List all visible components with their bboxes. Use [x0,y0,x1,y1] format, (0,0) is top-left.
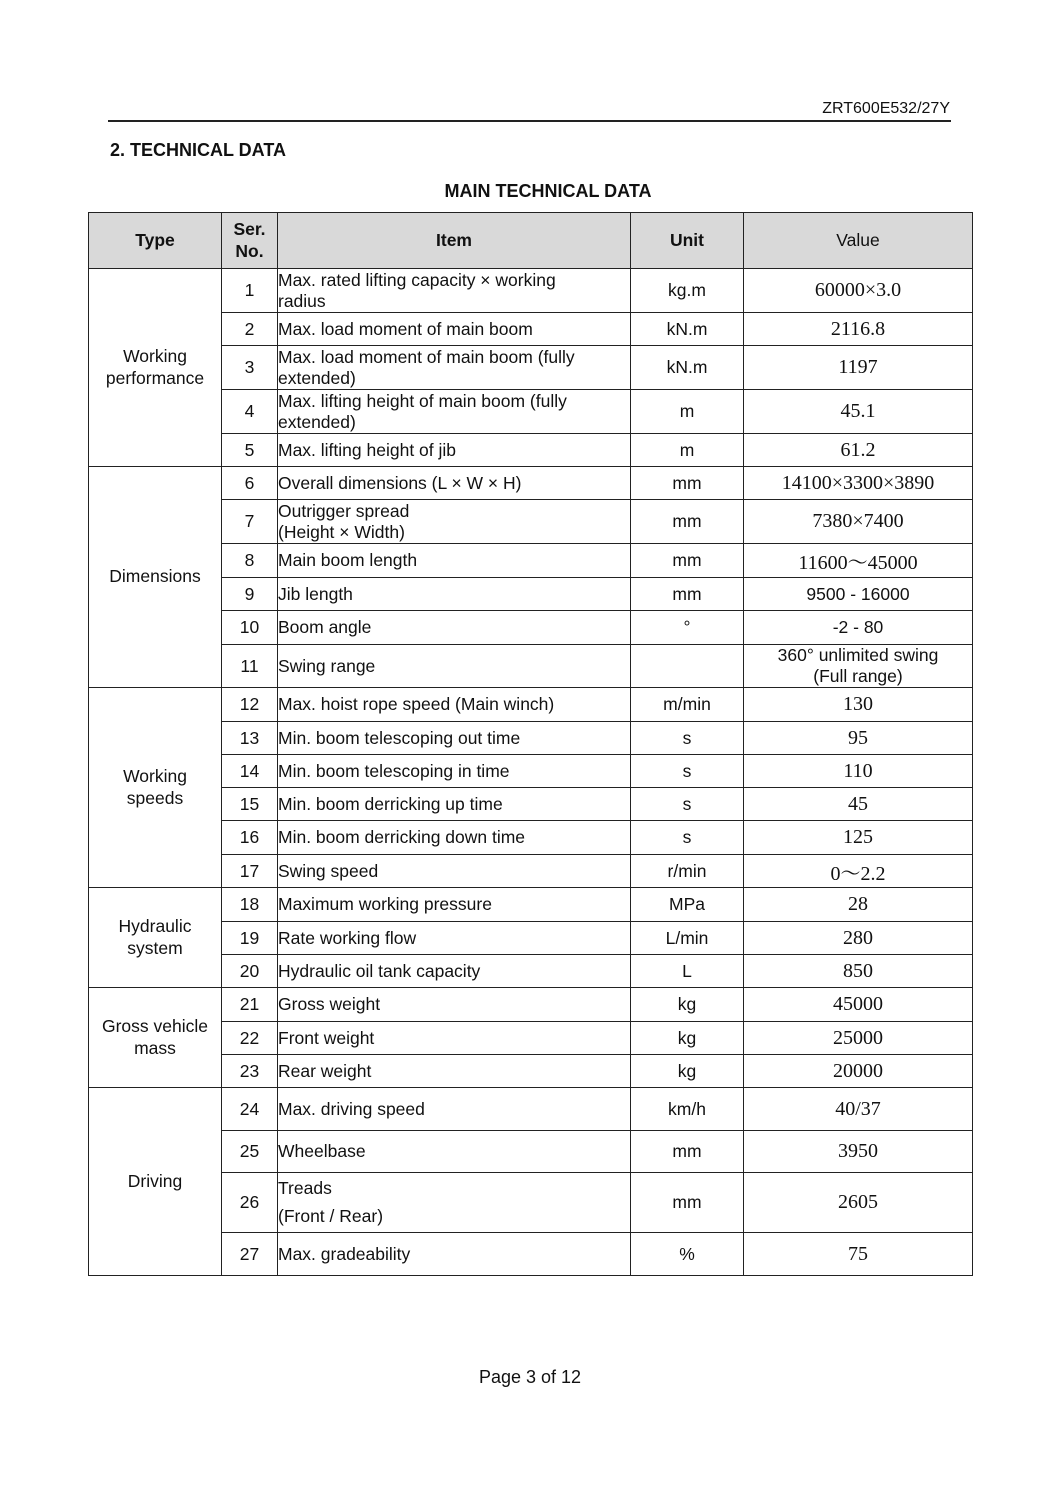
ser-no-cell: 10 [222,611,278,645]
ser-no-cell: 20 [222,955,278,988]
unit-cell: mm [631,1131,744,1173]
unit-cell: L [631,955,744,988]
item-cell [278,544,631,578]
unit-cell: r/min [631,855,744,888]
ser-no-cell: 12 [222,688,278,722]
item-cell [278,821,631,855]
header-type: Type [89,213,222,269]
item-line: Outrigger spread [278,500,410,521]
item-cell [278,467,631,500]
item-cell [278,1233,631,1276]
unit-cell: s [631,821,744,855]
type-line: performance [105,367,205,388]
unit-cell: ° [631,611,744,645]
value-cell: 14100×3300×3890 [744,467,973,500]
ser-no-cell: 4 [222,390,278,434]
table-row [89,645,973,688]
item-line: Max. load moment of main boom (fully [278,346,575,367]
table-row [89,313,973,346]
unit-cell: s [631,722,744,755]
item-line: Max. gradeability [278,1243,411,1264]
ser-no-cell: 24 [222,1088,278,1131]
unit-cell: kN.m [631,313,744,346]
table-row [89,888,973,922]
ser-no-cell: 14 [222,755,278,788]
ser-no-cell: 13 [222,722,278,755]
item-cell [278,269,631,313]
header-value: Value [744,213,973,269]
item-cell [278,1022,631,1055]
item-line: Gross weight [278,994,381,1014]
item-cell [278,434,631,467]
item-cell [278,755,631,788]
item-cell [278,500,631,544]
item-cell [278,645,631,688]
unit-cell: kg [631,1022,744,1055]
value-cell: 61.2 [744,434,973,467]
table-row [89,390,973,434]
header-item: Item [278,213,631,269]
type-line: Working [123,345,187,366]
item-cell [278,1173,631,1233]
item-line: Max. driving speed [278,1098,425,1119]
ser-no-cell: 9 [222,578,278,611]
header-ser-line-1: Ser. [233,218,266,239]
unit-cell: L/min [631,922,744,955]
item-line: Min. boom derricking up time [278,793,503,814]
type-line: system [127,937,183,958]
unit-cell: m [631,434,744,467]
table-row [89,855,973,888]
header-rule [108,120,951,122]
type-line: Working [123,765,187,786]
value-cell: 110 [744,755,973,788]
table-row [89,1022,973,1055]
table-row [89,544,973,578]
value-cell: 40/37 [744,1088,973,1131]
unit-cell: km/h [631,1088,744,1131]
type-line: Driving [127,1170,183,1191]
item-cell [278,988,631,1022]
value-cell [744,645,973,688]
type-cell [89,688,222,888]
table-row [89,1173,973,1233]
table-row [89,988,973,1022]
unit-cell: mm [631,578,744,611]
unit-cell: kg [631,988,744,1022]
table-row [89,821,973,855]
item-line: Main boom length [278,550,418,570]
type-cell [89,269,222,467]
unit-cell: mm [631,467,744,500]
value-cell: 20000 [744,1055,973,1088]
table-row [89,955,973,988]
unit-cell: s [631,755,744,788]
item-line: Boom angle [278,617,372,637]
type-cell [89,988,222,1088]
item-line: Max. lifting height of main boom (fully [278,390,567,411]
item-line: extended) [278,411,356,432]
ser-no-cell: 26 [222,1173,278,1233]
value-cell: 130 [744,688,973,722]
unit-cell: m [631,390,744,434]
unit-cell: kg [631,1055,744,1088]
table-row [89,688,973,722]
ser-no-cell: 11 [222,645,278,688]
type-line: Gross vehicle [101,1015,208,1036]
item-line: Max. lifting height of jib [278,439,457,460]
type-cell [89,888,222,988]
item-cell [278,313,631,346]
value-cell: 11600～45000 [744,544,973,578]
item-line: Min. boom telescoping out time [278,727,521,748]
item-line: Treads [278,1178,332,1199]
item-cell [278,1131,631,1173]
value-line: (Full range) [813,666,903,686]
ser-no-cell: 6 [222,467,278,500]
unit-cell: mm [631,1173,744,1233]
item-line: (Height × Width) [278,521,405,542]
value-line: 360° unlimited swing [777,645,939,665]
value-cell: -2 - 80 [744,611,973,645]
ser-no-cell: 5 [222,434,278,467]
table-body [89,269,973,1276]
item-line: Max. hoist rope speed (Main winch) [278,694,555,714]
unit-cell: kg.m [631,269,744,313]
ser-no-cell: 7 [222,500,278,544]
table-row [89,1055,973,1088]
value-cell: 3950 [744,1131,973,1173]
ser-no-cell: 21 [222,988,278,1022]
unit-cell: % [631,1233,744,1276]
table-header-row [89,213,973,269]
ser-no-cell: 22 [222,1022,278,1055]
item-line: Maximum working pressure [278,894,492,914]
item-line: Min. boom telescoping in time [278,760,510,781]
ser-no-cell: 27 [222,1233,278,1276]
item-cell [278,578,631,611]
item-line: Min. boom derricking down time [278,827,526,847]
value-cell: 280 [744,922,973,955]
table-row [89,755,973,788]
type-line: speeds [126,787,184,808]
item-line: Hydraulic oil tank capacity [278,960,481,981]
table-row [89,578,973,611]
ser-no-cell: 25 [222,1131,278,1173]
value-cell: 1197 [744,346,973,390]
type-line: mass [134,1037,176,1058]
ser-no-cell: 18 [222,888,278,922]
value-cell: 7380×7400 [744,500,973,544]
value-cell: 28 [744,888,973,922]
item-cell [278,888,631,922]
value-cell: 45.1 [744,390,973,434]
ser-no-cell: 1 [222,269,278,313]
item-cell [278,788,631,821]
value-cell: 0～2.2 [744,855,973,888]
value-cell: 95 [744,722,973,755]
item-line: Overall dimensions (L × W × H) [278,472,522,493]
item-line: (Front / Rear) [278,1205,384,1226]
table-row [89,1233,973,1276]
unit-cell: mm [631,544,744,578]
ser-no-cell: 15 [222,788,278,821]
value-cell: 75 [744,1233,973,1276]
item-cell [278,346,631,390]
table-row [89,611,973,645]
technical-data-table [88,212,973,1276]
item-cell [278,1055,631,1088]
item-line: radius [278,290,326,311]
unit-cell: kN.m [631,346,744,390]
item-line: Wheelbase [278,1141,366,1161]
unit-cell: MPa [631,888,744,922]
value-cell: 25000 [744,1022,973,1055]
item-line: Max. rated lifting capacity × working [278,269,556,290]
item-line: Jib length [278,583,353,604]
table-title: MAIN TECHNICAL DATA [444,181,652,201]
ser-no-cell: 16 [222,821,278,855]
item-cell [278,390,631,434]
unit-cell: s [631,788,744,821]
item-cell [278,955,631,988]
item-cell [278,855,631,888]
item-cell [278,722,631,755]
ser-no-cell: 2 [222,313,278,346]
unit-cell [631,645,744,688]
value-cell: 60000×3.0 [744,269,973,313]
type-line: Dimensions [109,566,201,587]
ser-no-cell: 8 [222,544,278,578]
table-row [89,467,973,500]
unit-cell: m/min [631,688,744,722]
value-cell: 45000 [744,988,973,1022]
item-cell [278,922,631,955]
table-row [89,269,973,313]
table-row [89,1131,973,1173]
table-row [89,788,973,821]
value-cell: 2605 [744,1173,973,1233]
header-ser-line-2: No. [235,240,264,261]
header-unit: Unit [631,213,744,269]
value-cell: 125 [744,821,973,855]
item-line: Front weight [278,1027,375,1048]
table-row [89,346,973,390]
item-cell [278,1088,631,1131]
item-cell [278,688,631,722]
ser-no-cell: 23 [222,1055,278,1088]
ser-no-cell: 19 [222,922,278,955]
document-code: ZRT600E532/27Y [822,100,950,117]
item-line: extended) [278,367,356,388]
table-row [89,434,973,467]
page-number: Page 3 of 12 [478,1367,582,1387]
section-title: 2. TECHNICAL DATA [110,140,287,160]
ser-no-cell: 3 [222,346,278,390]
item-line: Swing speed [278,860,379,881]
value-cell: 9500 - 16000 [744,578,973,611]
table-row [89,500,973,544]
unit-cell: mm [631,500,744,544]
item-line: Max. load moment of main boom [278,318,533,339]
value-cell: 2116.8 [744,313,973,346]
value-cell: 45 [744,788,973,821]
type-line: Hydraulic [118,915,192,936]
type-cell [89,467,222,688]
item-line: Swing range [278,655,376,676]
value-cell: 850 [744,955,973,988]
item-line: Rear weight [278,1060,372,1081]
table-row [89,922,973,955]
table-row [89,722,973,755]
header-ser-no [222,213,278,269]
item-line: Rate working flow [278,927,417,948]
item-cell [278,611,631,645]
table-row [89,1088,973,1131]
ser-no-cell: 17 [222,855,278,888]
type-cell [89,1088,222,1276]
